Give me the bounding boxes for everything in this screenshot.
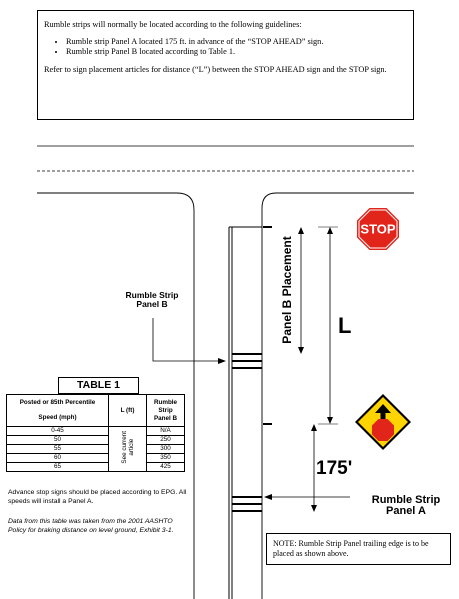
table1-cell-speed: 55 — [7, 445, 109, 454]
guideline-bullet-panel-a: • Rumble strip Panel A located 175 ft. in advance of the “STOP AHEAD” sign. — [66, 37, 405, 48]
table1-cell-panel-b: 350 — [147, 454, 185, 463]
table1-header-speed — [7, 395, 109, 427]
table1-merged-l-cell — [109, 427, 147, 472]
rumble-strip-panel-b-label-2: Panel B — [136, 299, 168, 309]
rumble-strip-panel-b-label-1: Rumble Strip — [125, 290, 179, 300]
table1-cell-panel-b: 300 — [147, 445, 185, 454]
stop-octagon-icon — [372, 419, 394, 441]
stop-sign-text: STOP — [360, 221, 396, 237]
guideline-bullet-panel-b: • Rumble strip Panel B located according to Table 1. — [66, 47, 405, 58]
distance-175-label: 175' — [316, 458, 353, 479]
table1-cell-panel-b: N/A — [147, 427, 185, 436]
distance-l-label: L — [338, 313, 352, 338]
table1-cell-speed: 60 — [7, 454, 109, 463]
note-box: NOTE: Rumble Strip Panel trailing edge is to be placed as shown above. — [266, 533, 451, 565]
rumble-strip-panel-a-label-1: Rumble Strip — [371, 494, 441, 506]
rumble-strip-panel-a-label-2: Panel A — [386, 505, 426, 517]
table1-header-panel-b-line2: Strip — [158, 406, 173, 414]
table-row — [7, 427, 185, 436]
table-row — [7, 463, 185, 472]
table-row — [7, 436, 185, 445]
table-row — [7, 445, 185, 454]
table1-header-panel-b — [147, 395, 185, 427]
guidelines-refer: Refer to sign placement articles for distance (“L”) between the STOP AHEAD sign and the STOP sign. — [44, 64, 387, 74]
stop-sign — [355, 206, 401, 252]
table1-header-panel-b-line3: Panel B — [153, 414, 178, 422]
table-row — [7, 454, 185, 463]
panel-b-placement-label: Panel B Placement — [280, 236, 294, 344]
table1-merged-line2: article — [127, 439, 135, 456]
table1-cell-panel-b: 250 — [147, 436, 185, 445]
table1-header-panel-b-line1: Rumble — [153, 398, 178, 406]
table1-header-l: L (ft) — [109, 395, 147, 427]
guidelines-intro: Rumble strips will normally be located according to the following guidelines: — [44, 20, 302, 29]
rumble-strip-panel-a-bars — [232, 497, 262, 511]
table1 — [6, 394, 185, 472]
table1-cell-speed: 65 — [7, 463, 109, 472]
table1-title: TABLE 1 — [58, 377, 139, 394]
stop-ahead-warning-sign — [355, 394, 411, 450]
rumble-strip-panel-b-bars — [232, 354, 262, 368]
table1-header-speed-line2: Speed (mph) — [38, 414, 77, 421]
source-note: Data from this table was taken from the 2001 AASHTO Policy for braking distance on level ground, Exhibit 3-1. — [8, 518, 174, 534]
panel-b-pointer-line — [153, 318, 220, 361]
table1-header-speed-line1: Posted or 85th Percentile — [19, 399, 96, 406]
table1-cell-speed: 50 — [7, 436, 109, 445]
table1-cell-speed: 0-45 — [7, 427, 109, 436]
table1-merged-line1: See current — [120, 431, 128, 464]
table1-cell-panel-b: 425 — [147, 463, 185, 472]
advance-stop-note: Advance stop signs should be placed according to EPG. All speeds will install a Panel A. — [8, 489, 187, 505]
